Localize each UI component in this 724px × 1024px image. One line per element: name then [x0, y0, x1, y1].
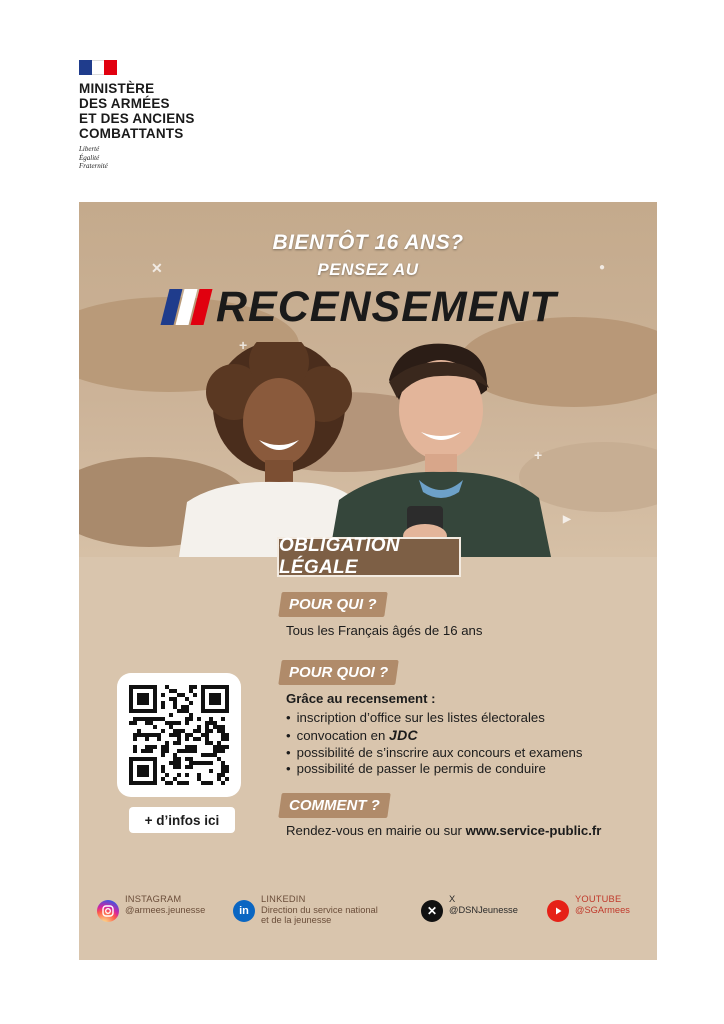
ministry-name: [79, 81, 219, 141]
social-network-name: LINKEDIN: [261, 894, 306, 904]
instagram-link[interactable]: [97, 894, 205, 922]
linkedin-link[interactable]: [233, 894, 378, 926]
youtube-label: [575, 894, 630, 915]
service-public-link[interactable]: www.service-public.fr: [465, 823, 602, 838]
french-flag-stripes-icon: [161, 289, 213, 325]
motto-line: Fraternité: [79, 162, 108, 170]
why-intro: Grâce au recensement :: [286, 691, 436, 706]
social-handle: et de la jeunesse: [261, 915, 332, 925]
list-item: • inscription d’office sur les listes électorales: [286, 710, 583, 727]
youtube-icon: [547, 900, 569, 922]
how-text: Rendez-vous en mairie ou sur www.service-public.fr: [286, 823, 602, 838]
hero-banner: [79, 202, 657, 557]
ministry-line: ET DES ANCIENS: [79, 111, 195, 126]
marianne-flag-icon: [79, 60, 117, 75]
qr-code-icon: [117, 673, 241, 797]
x-label: [449, 894, 518, 915]
ministry-logo: [79, 60, 219, 171]
headline-line-2: PENSEZ AU: [317, 260, 419, 279]
dot-decoration: ●: [599, 262, 606, 273]
headline-line-1: BIENTÔT 16 ANS?: [272, 231, 464, 254]
x-link[interactable]: [421, 894, 518, 922]
ministry-line: DES ARMÉES: [79, 96, 170, 111]
social-network-name: X: [449, 894, 456, 904]
social-handle: @SGArmees: [575, 904, 630, 915]
triangle-decoration: ▶: [563, 514, 571, 525]
boy-photo: [329, 340, 559, 557]
linkedin-icon: in: [233, 900, 255, 922]
ministry-line: COMBATTANTS: [79, 126, 184, 141]
recensement-poster: [79, 202, 657, 960]
plus-decoration: +: [239, 337, 248, 353]
more-info-button[interactable]: + d’infos ici: [129, 807, 235, 833]
x-icon: ✕: [421, 900, 443, 922]
motto-line: Égalité: [79, 153, 100, 162]
social-network-name: YOUTUBE: [575, 894, 622, 904]
jdc-logo: JDC: [389, 726, 418, 743]
plus-decoration: +: [534, 447, 543, 463]
qr-code-card[interactable]: [117, 673, 241, 797]
how-section-title: COMMENT ?: [278, 793, 390, 818]
ministry-line: MINISTÈRE: [79, 81, 155, 96]
why-section-title: POUR QUOI ?: [278, 660, 399, 685]
recensement-title: RECENSEMENT: [216, 282, 557, 331]
benefits-list: [286, 710, 583, 778]
instagram-label: [125, 894, 205, 915]
youtube-link[interactable]: [547, 894, 630, 922]
republic-motto: [79, 145, 219, 171]
linkedin-label: [261, 894, 378, 926]
cross-decoration: ✕: [151, 260, 163, 276]
social-handle: @DSNJeunesse: [449, 904, 518, 915]
motto-line: Liberté: [79, 145, 100, 153]
legal-obligation-badge: OBLIGATION LÉGALE: [277, 537, 461, 577]
headline-big: [165, 282, 557, 332]
social-network-name: INSTAGRAM: [125, 894, 182, 904]
who-section-title: POUR QUI ?: [278, 592, 387, 617]
who-text: Tous les Français âgés de 16 ans: [286, 623, 483, 638]
list-item: • possibilité de s’inscrire aux concours et examens: [286, 745, 583, 762]
list-item: • possibilité de passer le permis de conduire: [286, 761, 583, 778]
instagram-icon: [97, 900, 119, 922]
social-handle: @armees.jeunesse: [125, 904, 206, 915]
list-item: • convocation en JDC: [286, 727, 583, 745]
social-handle: Direction du service national: [261, 904, 378, 915]
